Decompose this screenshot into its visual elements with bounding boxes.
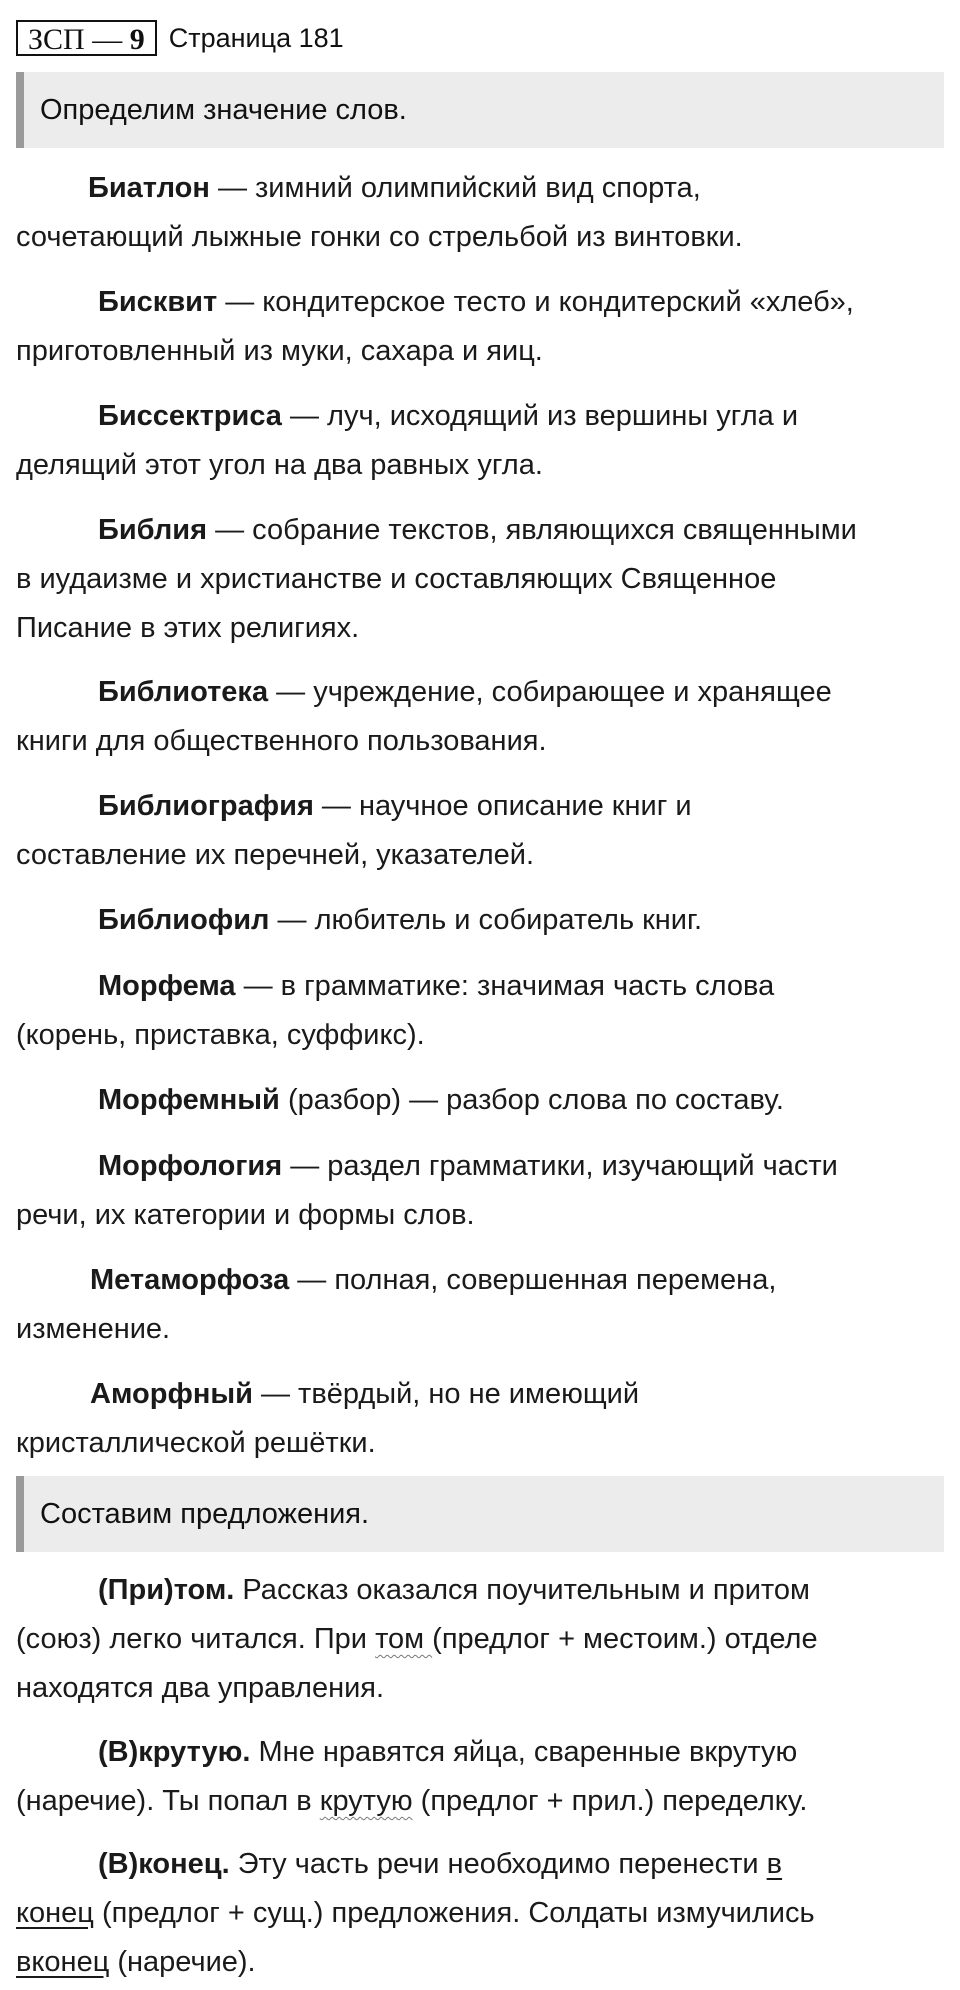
sentence-term: (В)крутую. — [98, 1736, 251, 1768]
task-badge: ЗСП — 9 — [16, 20, 157, 56]
sentence-term: (При)том. — [98, 1574, 235, 1606]
definition-term: Аморфный — [90, 1378, 253, 1410]
page-number-label: Страница 181 — [168, 22, 344, 53]
definition-term: Библиофил — [98, 904, 270, 936]
sentence-entry: (При)том. Рассказ оказался поучительным и притом (союз) легко читался. При том (предлог + местоим.) отделе находятся два управления. — [16, 1574, 818, 1704]
definition-entry: Библиофил — любитель и собиратель книг. — [98, 904, 703, 936]
section-heading-sentences: Составим предложения. — [16, 1476, 944, 1552]
definition-entry: Бисквит — кондитерское тесто и кондитерский «хлеб», приготовленный из муки, сахара и яиц. — [16, 286, 854, 367]
marked-word: том — [375, 1623, 433, 1655]
sentence-entry: (В)крутую. Мне нравятся яйца, сваренные вкрутую (наречие). Ты попал в крутую (предлог + прил.) переделку. — [16, 1736, 808, 1817]
definition-entry: Библия — собрание текстов, являющихся священными в иудаизме и христианстве и составляющих Священное Писание в этих религиях. — [16, 514, 857, 644]
underlined-word: конец — [16, 1897, 94, 1929]
definition-entry: Морфология — раздел грамматики, изучающий части речи, их категории и формы слов. — [16, 1150, 838, 1231]
definition-entry: Библиотека — учреждение, собирающее и хранящее книги для общественного пользования. — [16, 676, 832, 757]
definition-term: Биатлон — [88, 172, 210, 204]
definition-term: Библиотека — [98, 676, 269, 708]
definition-entry: Морфема — в грамматике: значимая часть слова (корень, приставка, суффикс). — [16, 970, 775, 1051]
definition-term: Метаморфоза — [90, 1264, 290, 1296]
definition-entry: Морфемный (разбор) — разбор слова по составу. — [98, 1084, 784, 1116]
definition-term: Бисквит — [98, 286, 218, 318]
definition-entry: Аморфный — твёрдый, но не имеющий кристаллической решётки. — [16, 1378, 640, 1459]
definition-entry: Биссектриса — луч, исходящий из вершины угла и делящий этот угол на два равных угла. — [16, 400, 799, 481]
definition-term: Морфология — [98, 1150, 283, 1182]
definition-term: Морфемный — [98, 1084, 280, 1116]
page-header — [16, 18, 344, 58]
definition-entry: Библиография — научное описание книг и составление их перечней, указателей. — [16, 790, 692, 871]
definition-entry: Метаморфоза — полная, совершенная перемена, изменение. — [16, 1264, 777, 1345]
underlined-word: вконец — [16, 1946, 110, 1978]
definition-term: Морфема — [98, 970, 236, 1002]
definition-term: Биссектриса — [98, 400, 282, 432]
underlined-word: в — [766, 1848, 783, 1880]
marked-word: крутую — [319, 1785, 413, 1817]
sentence-term: (В)конец. — [98, 1848, 230, 1880]
sentence-entry: (В)конец. Эту часть речи необходимо перенести в конец (предлог + сущ.) предложения. Солдаты измучились вконец (наречие). — [16, 1848, 815, 1978]
definition-term: Библия — [98, 514, 208, 546]
definition-term: Библиография — [98, 790, 314, 822]
section-heading-definitions: Определим значение слов. — [16, 72, 944, 148]
definition-entry: Биатлон — зимний олимпийский вид спорта, сочетающий лыжные гонки со стрельбой из винтовки. — [16, 172, 743, 253]
